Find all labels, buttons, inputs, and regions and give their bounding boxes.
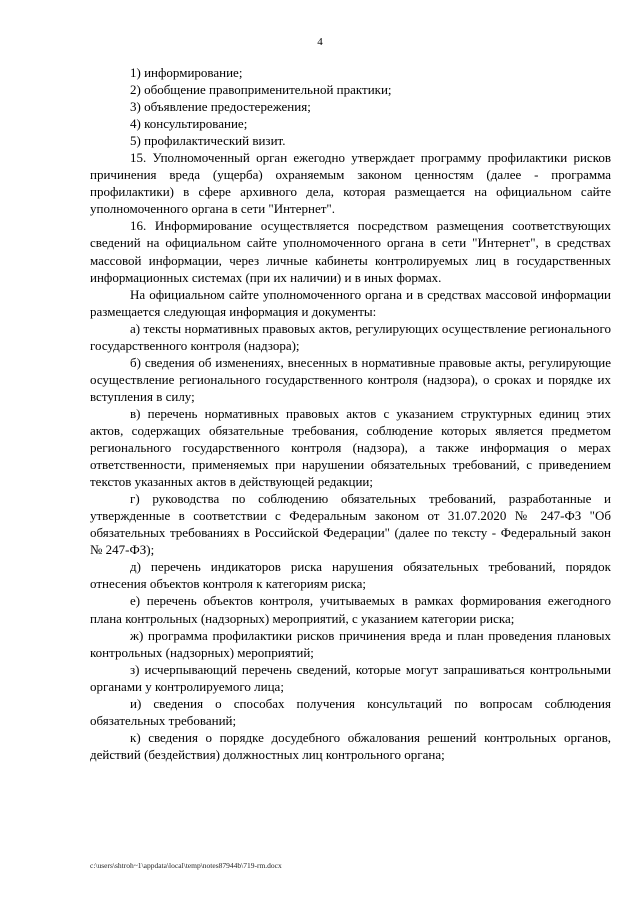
list-item: 1) информирование;: [130, 65, 243, 80]
list-item: 5) профилактический визит.: [130, 133, 286, 149]
list-item: 3) объявление предостережения;: [130, 99, 311, 115]
paragraph: в) перечень нормативных правовых актов с указанием структурных единиц этих актов, содержащих обязательные требования, соблюдение которых является предметом регионального государственного контроля (надзора), а также информация о мерах ответственности, применяемых при нарушении обязательных требований, с приведением текстов указанных актов в действующей редакции;: [90, 405, 611, 490]
paragraph: е) перечень объектов контроля, учитываемых в рамках формирования ежегодного плана контрольных (надзорных) мероприятий, с указанием категории риска;: [90, 593, 611, 626]
paragraph: ж) программа профилактики рисков причинения вреда и план проведения плановых контрольных (надзорных) мероприятий;: [90, 627, 611, 660]
list-item: 4) консультирование;: [130, 116, 248, 132]
paragraph: д) перечень индикаторов риска нарушения обязательных требований, порядок отнесения объектов контроля к категориям риска;: [90, 559, 611, 592]
paragraph: к) сведения о порядке досудебного обжалования решений контрольных органов, действий (бездействия) должностных лиц контрольного органа;: [90, 729, 611, 762]
paragraph: 15. Уполномоченный орган ежегодно утверждает программу профилактики рисков причинения вреда (ущерба) охраняемым законом ценностям (далее - программа профилактики) в сфере архивного дела, которая размещается на официальном сайте уполномоченного органа в сети "Интернет".: [90, 150, 611, 217]
document-body: [90, 64, 611, 763]
paragraph: г) руководства по соблюдению обязательных требований, разработанные и утвержденные в соответствии с Федеральным законом от 31.07.2020 № 247-ФЗ "Об обязательных требованиях в Российской Федерации" (далее по тексту - Федеральный закон № 247-ФЗ);: [90, 491, 611, 558]
paragraph: и) сведения о способах получения консультаций по вопросам соблюдения обязательных требований;: [90, 695, 611, 728]
paragraph: 16. Информирование осуществляется посредством размещения соответствующих сведений на официальном сайте уполномоченного органа в сети "Интернет", в средствах массовой информации, через личные кабинеты контролируемых лиц в государственных информационных системах (при их наличии) и в иных формах.: [90, 218, 611, 285]
paragraph: з) исчерпывающий перечень сведений, которые могут запрашиваться контрольными органами у контролируемого лица;: [90, 661, 611, 694]
page-number: 4: [317, 36, 323, 48]
footer-file-path: c:\users\shtroh~1\appdata\local\temp\notes87944b\719-rm.docx: [90, 861, 282, 870]
paragraph: а) тексты нормативных правовых актов, регулирующих осуществление регионального государственного контроля (надзора);: [90, 320, 611, 353]
paragraph: На официальном сайте уполномоченного органа и в средствах массовой информации размещается следующая информация и документы:: [90, 286, 611, 319]
list-item: 2) обобщение правоприменительной практики;: [130, 82, 392, 98]
paragraph: б) сведения об изменениях, внесенных в нормативные правовые акты, регулирующие осуществление регионального государственного контроля (надзора), о сроках и порядке их вступления в силу;: [90, 354, 611, 404]
